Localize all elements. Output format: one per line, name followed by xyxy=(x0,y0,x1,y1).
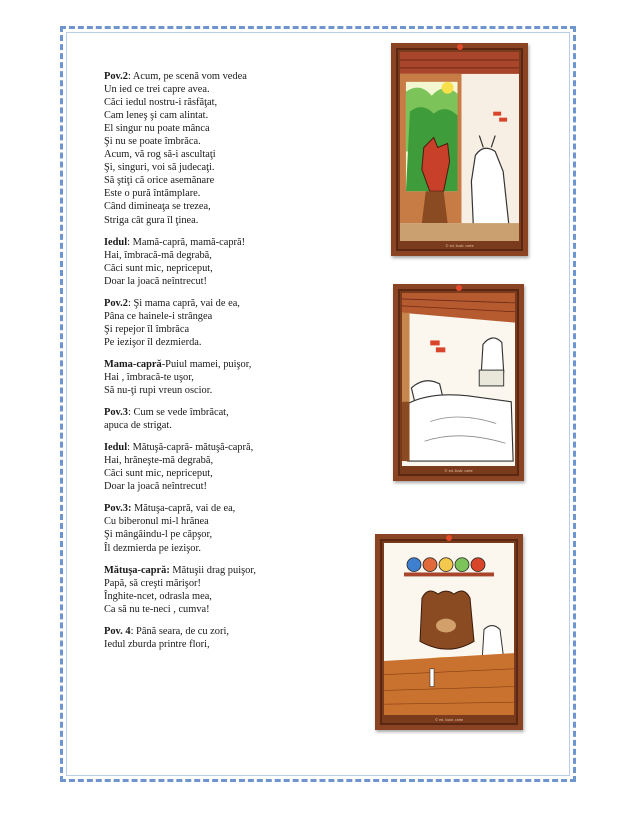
verse-line: Iedul zburda printre flori, xyxy=(104,638,210,650)
speaker-line-text: : Până seara, de cu zori, xyxy=(130,625,229,637)
illustration-wolf-at-door xyxy=(391,43,528,256)
verse-line: Şi nu se poate îmbrăca. xyxy=(104,136,201,148)
illustration-bear-at-table xyxy=(375,534,523,730)
stanza xyxy=(104,502,374,554)
verse-line: Îl dezmierda pe iezişor. xyxy=(104,542,201,554)
speaker-name: Pov.3 xyxy=(104,407,128,419)
speaker-name: Pov. 4 xyxy=(104,625,131,637)
stanza-first-line xyxy=(104,236,374,249)
stanza xyxy=(104,70,374,227)
verse-line: Căci sunt mic, nepriceput, xyxy=(104,468,213,480)
verse-line: Pâna ce hainele-i strângea xyxy=(104,310,213,322)
stanza-first-line xyxy=(104,625,374,638)
speaker-line-text: : Cum se vede îmbrăcat, xyxy=(127,407,229,419)
stanza xyxy=(104,406,374,432)
verse-line: Când dimineaţa se trezea, xyxy=(104,201,211,213)
illustration-credit: © ed. ilustr. carte xyxy=(444,469,473,473)
stanza-first-line xyxy=(104,70,374,83)
verse-line: Un ied ce trei capre avea. xyxy=(104,84,210,96)
speaker-line-text: : Şi mama capră, vai de ea, xyxy=(127,297,240,309)
stanza-first-line xyxy=(104,358,374,371)
verse-line: Ca să nu te-neci , cumva! xyxy=(104,603,210,615)
verse-line: Căci sunt mic, nepriceput, xyxy=(104,262,213,274)
stanza xyxy=(104,297,374,349)
verse-line: Să nu-ţi rupi vreun oscior. xyxy=(104,385,213,397)
verse-line: Hai, îmbracă-mă degrabă, xyxy=(104,249,212,261)
verse-line: Hai , îmbracă-te uşor, xyxy=(104,371,194,383)
stanza-first-line xyxy=(104,502,374,515)
verse-line: Acum, vă rog să-i ascultaţi xyxy=(104,149,216,161)
stanza-first-line xyxy=(104,406,374,419)
verse-line: Papă, să creşti mărişor! xyxy=(104,577,201,589)
verse-line: Cam leneş şi cam alintat. xyxy=(104,110,209,122)
illustration-kid-in-bed xyxy=(393,284,524,481)
pin-icon xyxy=(457,44,463,50)
stanza xyxy=(104,236,374,288)
verse-line: Să ştiţi că orice asemănare xyxy=(104,175,215,187)
verse-line: Cu biberonul mi-l hrănea xyxy=(104,516,209,528)
verse-line: Hai, hrăneşte-mă degrabă, xyxy=(104,455,214,467)
speaker-name: Iedul xyxy=(104,236,128,248)
verse-line: Este o pură întâmplare. xyxy=(104,188,201,200)
verse-line: Doar la joacă neîntrecut! xyxy=(104,275,207,287)
stanza-first-line xyxy=(104,297,374,310)
verse-line: Căci iedul nostru-i răsfăţat, xyxy=(104,97,218,109)
illustration-credit: © ed. ilustr. carte xyxy=(445,244,474,248)
stanza-first-line xyxy=(104,564,374,577)
speaker-line-text: Mătuşii drag puişor, xyxy=(169,564,256,576)
stanza-first-line xyxy=(104,441,374,454)
speaker-name: Pov.3: xyxy=(104,503,132,515)
verse-line: Şi, singuri, voi să judecaţi. xyxy=(104,162,215,174)
speaker-name: Mătuşa-capră: xyxy=(104,564,170,576)
verse-line: Înghite-ncet, odrasla mea, xyxy=(104,590,212,602)
speaker-line-text: : Mamă-capră, mamă-capră! xyxy=(127,236,246,248)
speaker-line-text: -Puiul mamei, puişor, xyxy=(161,358,252,370)
pin-icon xyxy=(446,535,452,541)
verse-line: Şi mângâindu-l pe căpşor, xyxy=(104,529,213,541)
speaker-name: Iedul xyxy=(104,442,128,454)
poem-text xyxy=(104,70,374,660)
speaker-name: Mama-capră xyxy=(104,358,162,370)
speaker-line-text: : Mătuşă-capră- mătuşă-capră, xyxy=(127,442,254,454)
verse-line: Pe iezişor îl dezmierda. xyxy=(104,336,202,348)
pin-icon xyxy=(456,285,462,291)
verse-line: Doar la joacă neîntrecut! xyxy=(104,481,207,493)
stanza xyxy=(104,564,374,616)
stanza xyxy=(104,441,374,493)
stanza xyxy=(104,625,374,651)
verse-line: Şi repejor îl îmbrăca xyxy=(104,323,190,335)
speaker-name: Pov.2 xyxy=(104,297,128,309)
illustration-credit: © ed. ilustr. carte xyxy=(434,718,464,722)
speaker-line-text: : Acum, pe scenă vom vedea xyxy=(127,71,247,82)
speaker-line-text: Mătuşa-capră, vai de ea, xyxy=(131,503,236,515)
speaker-name: Pov.2 xyxy=(104,71,128,82)
stanza xyxy=(104,358,374,397)
verse-line: Striga cât gura îl ţinea. xyxy=(104,214,199,226)
verse-line: apuca de strigat. xyxy=(104,420,172,432)
verse-line: El singur nu poate mânca xyxy=(104,123,210,135)
